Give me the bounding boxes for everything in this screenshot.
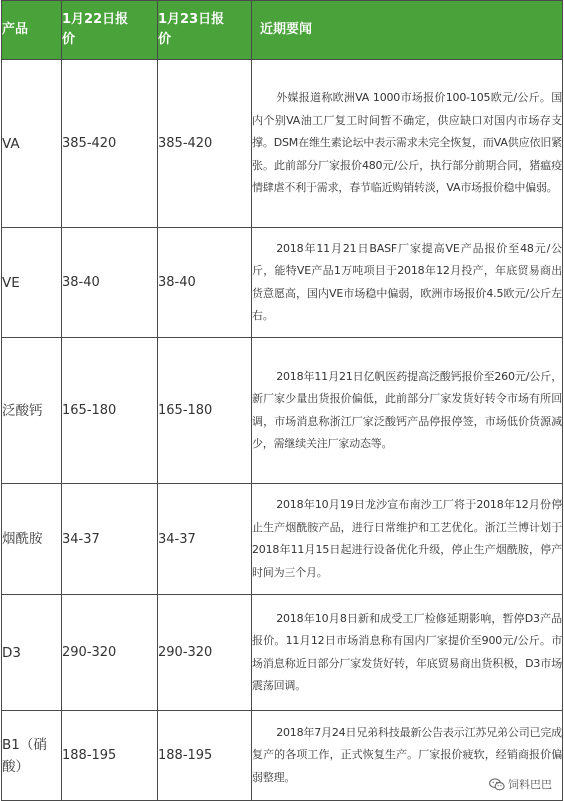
header-price-jan23: 1月23日报 价 bbox=[158, 1, 252, 60]
table-row bbox=[2, 60, 563, 228]
price-jan23-cell: 385-420 bbox=[158, 60, 252, 228]
news-cell bbox=[252, 60, 563, 228]
news-text: 2018年11月21日BASF厂家提高VE产品报价至48元/公斤，能特VE产品1万吨项目于2018年12月投产，年底贸易商出货意愿高，国内VE市场稳中偏弱，欧洲市场报价4.5欧元/公斤左右。 bbox=[252, 241, 562, 322]
price-jan22-cell: 290-320 bbox=[62, 595, 158, 711]
price-jan22-cell: 385-420 bbox=[62, 60, 158, 228]
news-text: 2018年7月24日兄弟科技最新公告表示江苏兄弟公司已完成复产的各项工作，正式恢复生产。厂家报价疲软，经销商报价偏弱整理。 bbox=[252, 725, 562, 784]
table-header-row bbox=[2, 1, 563, 60]
price-jan23-cell: 290-320 bbox=[158, 595, 252, 711]
watermark bbox=[487, 775, 554, 793]
table-row bbox=[2, 595, 563, 711]
table-row bbox=[2, 338, 563, 484]
news-cell bbox=[252, 484, 563, 595]
news-cell bbox=[252, 228, 563, 338]
news-text: 2018年10月8日新和成受工厂检修延期影响，暂停D3产品报价。11月12日市场消息称有国内厂家提价至900元/公斤。市场消息称近日部分厂家发货好转，年底贸易商出货积极，D3市场震荡回调。 bbox=[252, 611, 562, 692]
price-jan23-cell: 165-180 bbox=[158, 338, 252, 484]
price-jan22-cell: 38-40 bbox=[62, 228, 158, 338]
watermark-text: 饲料巴巴 bbox=[508, 778, 552, 791]
product-cell: B1（硝酸） bbox=[2, 711, 62, 801]
news-cell bbox=[252, 338, 563, 484]
news-text: 2018年11月21日亿帆医药提高泛酸钙报价至260元/公斤，新厂家少量出货报价偏低，此前部分厂家发货好转令市场有所回调，市场消息称浙江厂家泛酸钙产品停报停签，市场低价货源减少，需继续关注厂家动态等。 bbox=[252, 369, 562, 450]
header-product: 产品 bbox=[2, 1, 62, 60]
header-news: 近期要闻 bbox=[252, 1, 563, 60]
product-cell: 烟酰胺 bbox=[2, 484, 62, 595]
price-jan22-cell: 188-195 bbox=[62, 711, 158, 801]
table-row bbox=[2, 228, 563, 338]
price-jan23-cell: 188-195 bbox=[158, 711, 252, 801]
price-jan23-cell: 34-37 bbox=[158, 484, 252, 595]
header-price-jan22: 1月22日报 价 bbox=[62, 1, 158, 60]
news-text: 2018年10月19日龙沙宣布南沙工厂将于2018年12月份停止生产烟酰胺产品，进行日常维护和工艺优化。浙江兰博计划于2018年11月15日起进行设备优化升级，停止生产烟酰胺，停产时间为三个月。 bbox=[252, 498, 562, 579]
news-text: 外媒报道称欧洲VA 1000市场报价100-105欧元/公斤。国内个别VA油工厂复工时间暂不确定，供应缺口对国内市场存支撑。DSM在维生素论坛中表示需求未完全恢复，而VA供应依旧紧张。此前部分厂家报价480元/公斤，执行部分前期合同，猪瘟疫情肆虐不利于需求，春节临近购销转淡，VA市场报价稳中偏弱。 bbox=[252, 91, 562, 195]
price-jan22-cell: 165-180 bbox=[62, 338, 158, 484]
price-jan23-cell: 38-40 bbox=[158, 228, 252, 338]
product-cell: VE bbox=[2, 228, 62, 338]
wechat-icon bbox=[489, 778, 505, 791]
product-cell: D3 bbox=[2, 595, 62, 711]
news-cell bbox=[252, 595, 563, 711]
price-jan22-cell: 34-37 bbox=[62, 484, 158, 595]
product-cell: VA bbox=[2, 60, 62, 228]
table-row bbox=[2, 711, 563, 801]
price-table bbox=[1, 0, 563, 801]
product-cell: 泛酸钙 bbox=[2, 338, 62, 484]
table-row bbox=[2, 484, 563, 595]
